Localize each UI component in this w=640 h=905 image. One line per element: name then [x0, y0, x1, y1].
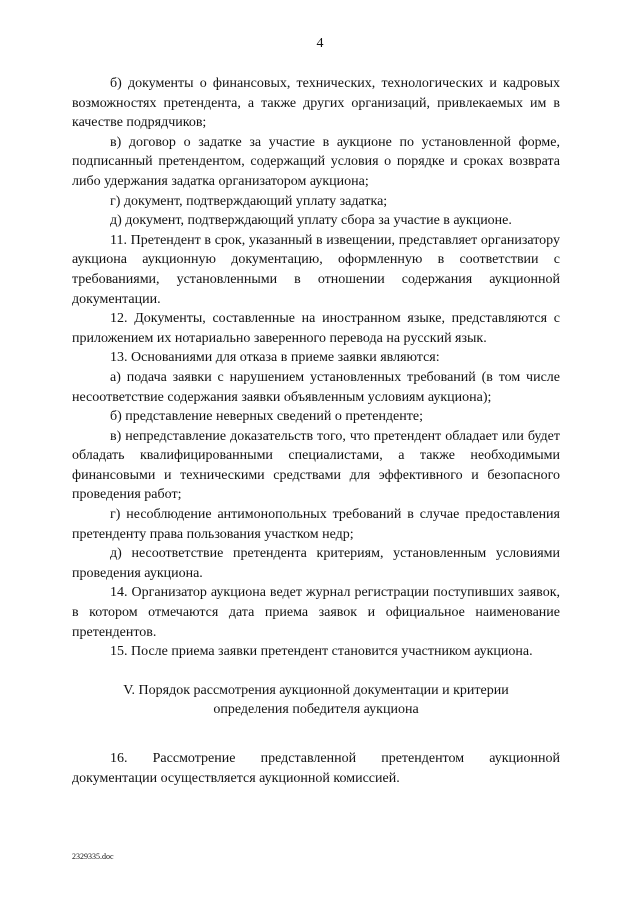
paragraph-14-registration-log: 14. Организатор аукциона ведет журнал регистрации поступивших заявок, в котором отмечаются дата приема заявок и официальное наименование претендентов. — [72, 585, 560, 640]
paragraph-item-v-no-evidence: в) непредставление доказательств того, что претендент обладает или будет обладать квалифицированными специалистами, а также необходимыми финансовыми и техническими средствами для эффективного и безопасного проведения работ; — [72, 428, 560, 503]
paragraph-item-v-deposit-agreement: в) договор о задатке за участие в аукционе по установленной форме, подписанный претендентом, содержащий условия о порядке и сроках возврата либо удержания задатка организатором аукциона; — [72, 134, 560, 189]
paragraph-item-b-false-info: б) представление неверных сведений о претенденте; — [110, 409, 423, 425]
paragraph-16-review: 16. Рассмотрение представленной претендентом аукционной документации осуществляется аукционной комиссией. — [72, 751, 560, 786]
page-number: 4 — [316, 36, 324, 51]
paragraph-item-a-violation: а) подача заявки с нарушением установленных требований (в том числе несоответствие содержания заявки объявленным условиям аукциона); — [72, 369, 560, 405]
paragraph-item-g-deposit-payment: г) документ, подтверждающий уплату задатка; — [110, 193, 388, 209]
section-heading-line2: определения победителя аукциона — [213, 702, 419, 718]
paragraph-11-submission: 11. Претендент в срок, указанный в извещении, представляет организатору аукциона аукционную документацию, оформленную в соответствии с требованиями, установленными в отношении содержания аукционной документации. — [72, 232, 560, 307]
paragraph-13-refusal-grounds: 13. Основаниями для отказа в приеме заявки являются: — [110, 350, 440, 366]
paragraph-12-foreign-documents: 12. Документы, составленные на иностранном языке, представляются с приложением их нотариально заверенного перевода на русский язык. — [72, 311, 560, 346]
paragraph-item-g-antimonopoly: г) несоблюдение антимонопольных требований в случае предоставления претенденту права пользования участком недр; — [72, 507, 560, 542]
paragraph-item-b-documents: б) документы о финансовых, технических, технологических и кадровых возможностях претендента, а также других организаций, привлекаемых им в качестве подрядчиков; — [72, 76, 560, 131]
paragraph-item-d-criteria-mismatch: д) несоответствие претендента критериям, установленным условиями проведения аукциона. — [72, 546, 560, 581]
section-heading-line1: V. Порядок рассмотрения аукционной документации и критерии — [123, 682, 509, 698]
document-body — [72, 74, 560, 788]
document-code: 2329335.doc — [72, 852, 114, 861]
paragraph-item-d-fee-payment: д) документ, подтверждающий уплату сбора за участие в аукционе. — [110, 213, 512, 229]
section-heading — [72, 681, 560, 720]
paragraph-15-participant: 15. После приема заявки претендент становится участником аукциона. — [110, 644, 533, 660]
